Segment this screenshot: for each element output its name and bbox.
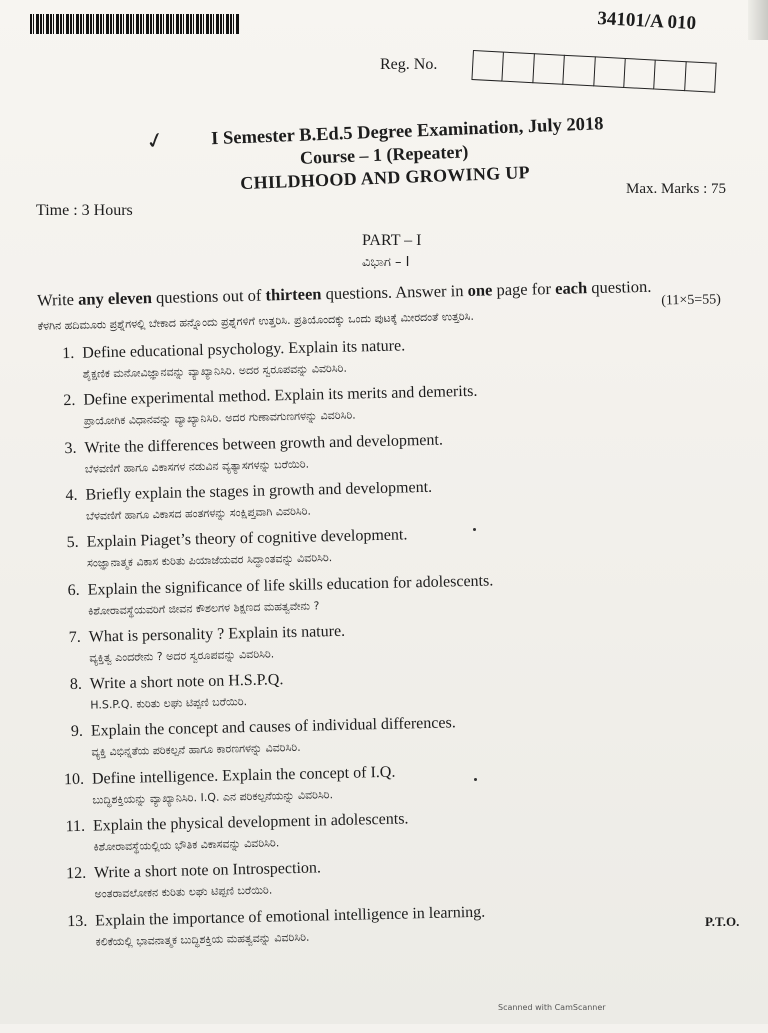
question-item — [46, 671, 284, 713]
question-text: Write a short note on H.S.P.Q. — [89, 671, 284, 693]
question-item — [42, 527, 408, 572]
course-title: Course – 1 (Repeater) — [299, 141, 469, 168]
instruction-bold: any eleven — [77, 288, 153, 309]
question-text-kannada: H.S.P.Q. ಕುರಿತು ಲಘು ಟಿಪ್ಪಣಿ ಬರೆಯಿರಿ. — [90, 695, 248, 712]
question-item — [50, 860, 322, 903]
question-number: 7. — [68, 628, 81, 646]
instruction-bold: each — [554, 278, 588, 298]
part-heading: PART – I — [362, 232, 422, 249]
question-text-kannada: ಪ್ರಾಯೋಗಿಕ ವಿಧಾನವನ್ನು ವ್ಯಾಖ್ಯಾನಿಸಿರಿ. ಅದರ ಗುಣಾವಗುಣಗಳನ್ನು ವಿವರಿಸಿರಿ. — [83, 408, 356, 428]
question-text-kannada: ಬೆಳವಣಿಗೆ ಹಾಗೂ ವಿಕಾಸಗಳ ನಡುವಿನ ವ್ಯತ್ಯಾಸಗಳನ್ನು ಬರೆಯಿರಿ. — [84, 457, 310, 476]
question-text-kannada: ಶೈಕ್ಷಣಿಕ ಮನೋವಿಜ್ಞಾನವನ್ನು ವ್ಯಾಖ್ಯಾನಿಸಿರಿ. ಅದರ ಸ್ವರೂಪವನ್ನು ವಿವರಿಸಿರಿ. — [82, 361, 348, 381]
question-text-kannada: ವ್ಯಕ್ತಿ ವಿಭಿನ್ನತೆಯ ಪರಿಕಲ್ಪನೆ ಹಾಗೂ ಕಾರಣಗಳನ್ನು ವಿವರಿಸಿರಿ. — [91, 741, 301, 759]
question-number: 8. — [69, 675, 83, 694]
question-text: Explain the physical development in adolescents. — [92, 810, 409, 835]
question-item — [48, 763, 396, 808]
question-item — [51, 903, 486, 950]
pto-label: P.T.O. — [705, 914, 740, 929]
question-text: Define intelligence. Explain the concept of I.Q. — [91, 763, 396, 788]
question-item — [47, 715, 457, 761]
question-text-kannada: ಕಿಶೋರಾವಸ್ಥೆಯವರಿಗೆ ಜೀವನ ಕೌಶಲಗಳ ಶಿಕ್ಷಣದ ಮಹತ್ವವೇನು ? — [88, 598, 320, 618]
max-marks: Max. Marks : 75 — [626, 181, 726, 197]
instruction-part: questions. Answer in — [321, 280, 468, 304]
question-item — [44, 572, 494, 619]
question-text-kannada: ಸಂಜ್ಞಾನಾತ್ಮಕ ವಿಕಾಸ ಕುರಿತು ಪಿಯಾಜೆಯವರ ಸಿದ್ಧಾಂತವನ್ನು ವಿವರಿಸಿರಿ. — [86, 551, 333, 570]
instruction-part: questions out of — [151, 285, 266, 308]
speck — [473, 528, 476, 531]
exam-title: I Semester B.Ed.5 Degree Examination, July 2018 — [210, 114, 604, 150]
question-text-kannada: ಬೆಳವಣಿಗೆ ಹಾಗೂ ವಿಕಾಸದ ಹಂತಗಳನ್ನು ಸಂಕ್ಷಿಪ್ತವಾಗಿ ವಿವರಿಸಿರಿ. — [85, 504, 312, 523]
question-text: Explain the significance of life skills education for adolescents. — [87, 571, 494, 599]
instruction-text — [37, 277, 652, 311]
question-number: 10. — [63, 770, 85, 788]
scanner-watermark: Scanned with CamScanner — [498, 1003, 606, 1012]
question-number: 12. — [65, 865, 87, 883]
question-text: Explain the importance of emotional intelligence in learning. — [95, 903, 486, 930]
question-number: 2. — [63, 392, 76, 410]
question-text-kannada: ವ್ಯಕ್ತಿತ್ವ ಎಂದರೇನು ? ಅದರ ಸ್ವರೂಪವನ್ನು ವಿವರಿಸಿರಿ. — [89, 647, 275, 665]
subject-title: CHILDHOOD AND GROWING UP — [239, 162, 531, 194]
question-item — [38, 337, 406, 382]
question-text: Define educational psychology. Explain its nature. — [82, 337, 406, 362]
question-text: Briefly explain the stages in growth and development. — [85, 478, 433, 504]
question-text: Explain the concept and causes of individual differences. — [90, 714, 456, 740]
question-text: Define experimental method. Explain its merits and demerits. — [83, 383, 478, 409]
question-item — [41, 479, 432, 525]
tick-mark-icon: ✓ — [142, 126, 168, 155]
question-text: Explain Piaget’s theory of cognitive development. — [86, 526, 408, 551]
reg-no-label: Reg. No. — [380, 56, 438, 73]
speck — [474, 778, 477, 781]
question-number: 4. — [65, 486, 78, 504]
question-text: What is personality ? Explain its nature. — [88, 622, 346, 646]
question-text-kannada: ಕಿಶೋರಾವಸ್ಥೆಯಲ್ಲಿಯ ಭೌತಿಕ ವಿಕಾಸವನ್ನು ವಿವರಿಸಿರಿ. — [93, 836, 280, 854]
instruction-part: Write — [36, 289, 79, 310]
paper-code: 34101/A 010 — [596, 8, 697, 35]
instruction-kannada: ಕೆಳಗಿನ ಹದಿಮೂರು ಪ್ರಶ್ನೆಗಳಲ್ಲಿ ಬೇಕಾದ ಹನ್ನೊಂದು ಪ್ರಶ್ನೆಗಳಿಗೆ ಉತ್ತರಿಸಿ. ಪ್ರತಿಯೊಂದಕ್ಕು ಒಂದು ಪುಟಕ್ಕೆ ಮೀರದಂತೆ ಉತ್ತರಿಸಿ. — [37, 309, 475, 333]
instruction-part: question. — [586, 276, 652, 298]
question-item — [49, 810, 409, 855]
marks-allocation: (11×5=55) — [661, 292, 722, 309]
instruction-bold: one — [467, 280, 493, 300]
instruction-part: page for — [492, 278, 556, 300]
question-text-kannada: ಅಂತರಾವಲೋಕನ ಕುರಿತು ಲಘು ಟಿಪ್ಪಣಿ ಬರೆಯಿರಿ. — [94, 883, 273, 901]
question-number: 6. — [67, 581, 80, 599]
question-text: Write the differences between growth and development. — [84, 431, 444, 457]
question-number: 9. — [70, 723, 84, 741]
question-item — [45, 623, 346, 667]
part-heading-kannada: ವಿಭಾಗ – I — [362, 255, 410, 270]
question-number: 3. — [64, 439, 77, 457]
question-number: 11. — [65, 817, 86, 836]
question-number: 1. — [62, 344, 75, 363]
time-duration: Time : 3 Hours — [36, 202, 133, 219]
question-text-kannada: ಬುದ್ಧಿಶಕ್ತಿಯನ್ನು ವ್ಯಾಖ್ಯಾನಿಸಿರಿ. I.Q. ಎನ ಪರಿಕಲ್ಪನೆಯನ್ನು ವಿವರಿಸಿರಿ. — [92, 787, 334, 807]
instruction-bold: thirteen — [265, 284, 322, 305]
question-text-kannada: ಕಲಿಕೆಯಲ್ಲಿ ಭಾವನಾತ್ಮಕ ಬುದ್ಧಿಶಕ್ತಿಯ ಮಹತ್ವವನ್ನು ವಿವರಿಸಿರಿ. — [95, 930, 310, 949]
question-item — [39, 383, 478, 430]
question-number: 5. — [66, 534, 79, 552]
question-text: Write a short note on Introspection. — [93, 859, 322, 882]
question-number: 13. — [67, 912, 88, 930]
question-item — [40, 431, 443, 477]
